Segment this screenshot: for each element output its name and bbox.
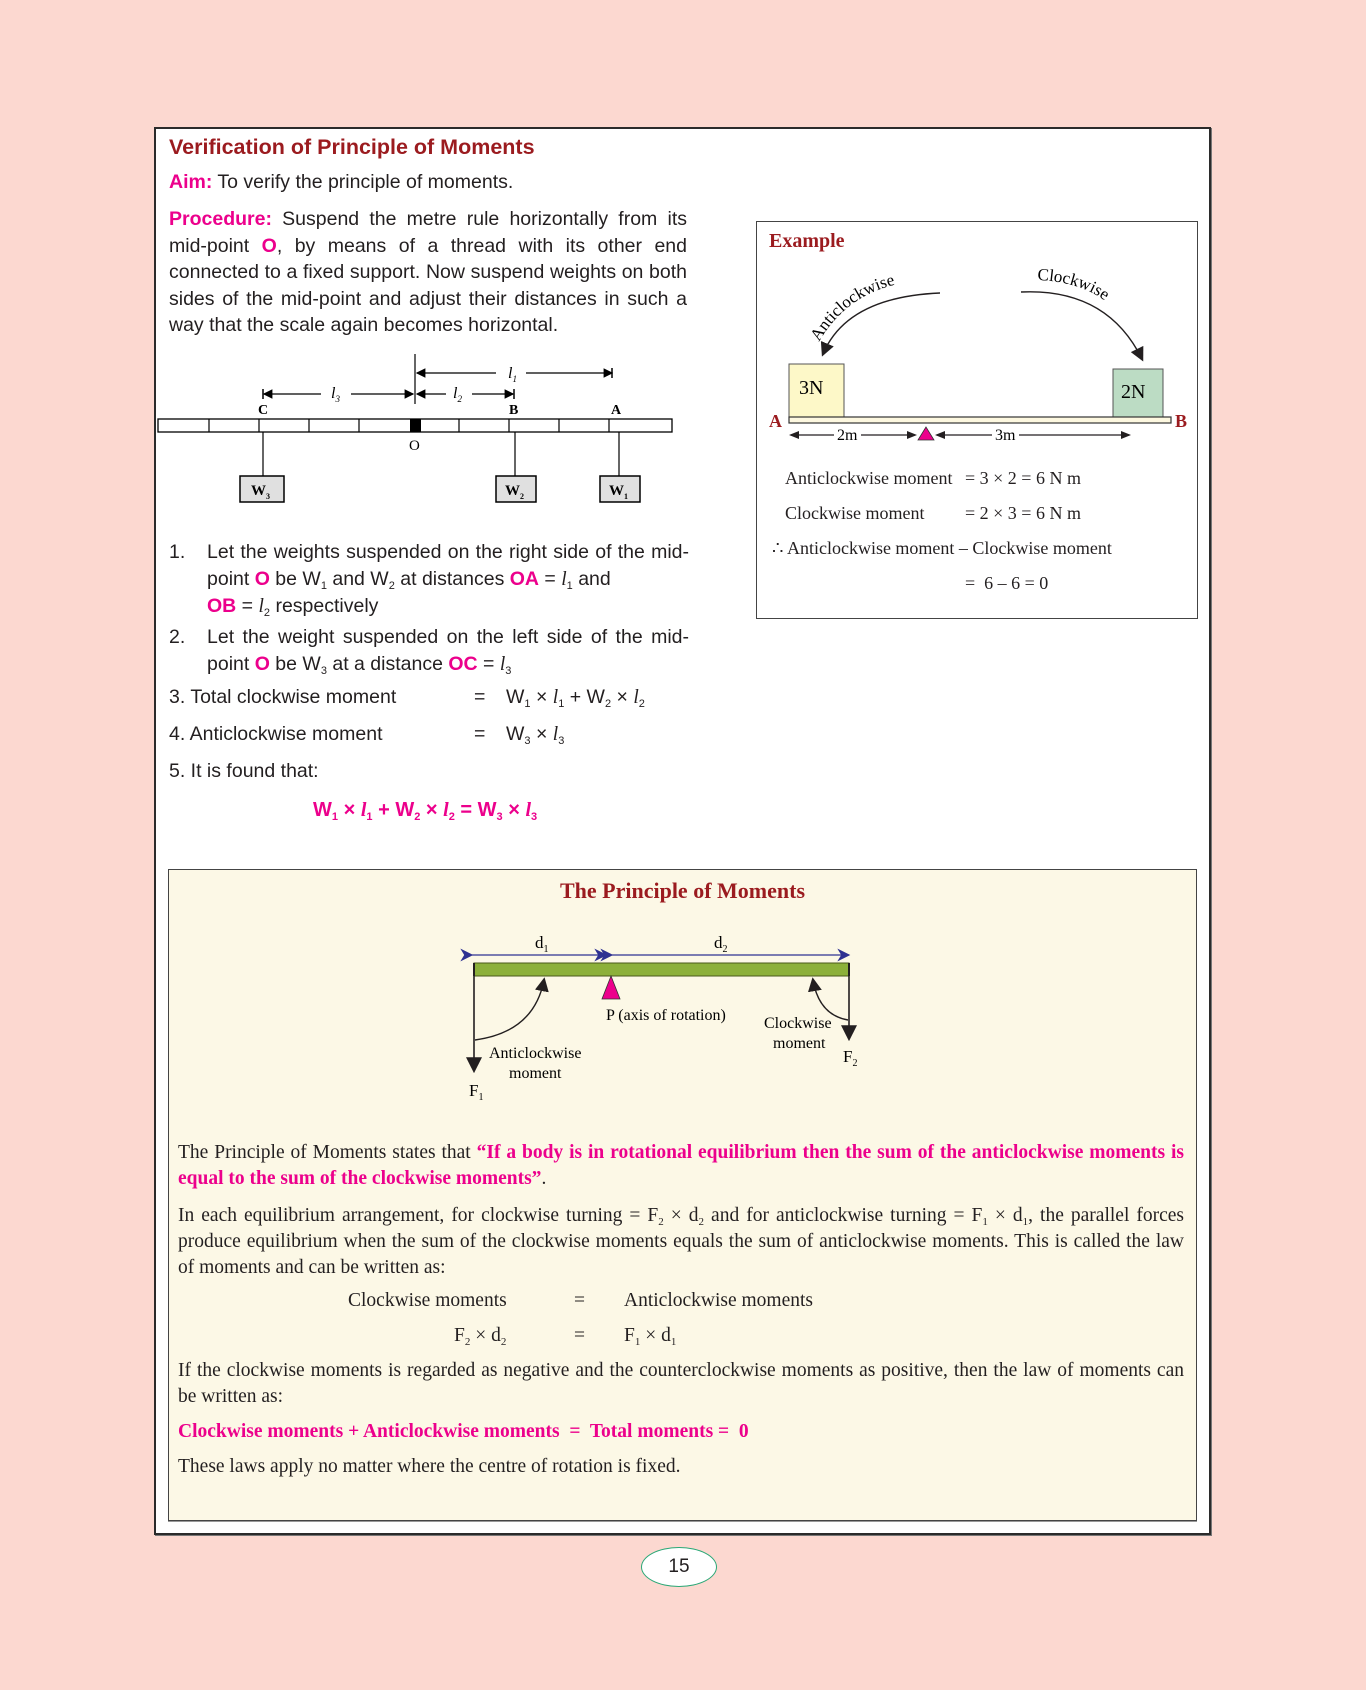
step-4-label: 4. Anticlockwise moment — [169, 723, 383, 745]
aim-text: To verify the principle of moments. — [217, 171, 514, 193]
clockwise-moment-label-2: moment — [773, 1035, 826, 1052]
step-5: 5. It is found that: — [169, 760, 319, 782]
step-4 — [169, 721, 383, 748]
weight-W1 — [600, 476, 640, 502]
midpoint-marker — [410, 419, 421, 432]
step-2-text: Let the weight suspended on the left side of the mid-point O be $W_3$ at a distance OC = $l_3$ — [207, 626, 689, 677]
point-A-label: A — [611, 403, 622, 418]
law-eq1-right: Anticlockwise moments — [624, 1290, 814, 1311]
aim-line — [169, 169, 513, 196]
page-frame — [154, 127, 1211, 1535]
example-box — [756, 221, 1198, 619]
weight-2N-label: 2N — [1121, 381, 1146, 403]
step-3-formula: $W_1 \times l_1 + W_2 \times l_2$ — [506, 686, 645, 710]
principle-beam — [474, 963, 849, 976]
point-B-label: B — [509, 403, 519, 418]
example-title: Example — [769, 230, 845, 252]
equilibrium-paragraph: In each equilibrium arrangement, for clockwise turning = $F_2 \times d_2$ and for anticlockwise turning = $F_1 \times d_1$, the parallel forces produce equilibrium when the sum of the clockwise moments equals the sum of anticlockwise moments. This is called the law of moments and can be written as: — [178, 1205, 1185, 1278]
procedure-label: Procedure: — [169, 208, 272, 230]
distance-2m: 2m — [837, 427, 858, 444]
clockwise-moment-arrow — [813, 980, 848, 1020]
anticlockwise-moment-label: Anticlockwise — [489, 1045, 582, 1062]
example-pivot — [918, 427, 934, 440]
example-anticlockwise-label: Anticlockwise moment — [785, 468, 953, 488]
law-eq2-left: $F_2 \times d_2$ — [454, 1325, 507, 1348]
principle-diagram — [469, 920, 889, 1110]
clockwise-moment-label: Clockwise — [764, 1015, 832, 1032]
procedure-text: Suspend the metre rule horizontally from its mid-point — [169, 208, 688, 257]
step-1-text: Let the weights suspended on the right side of the mid-point O be $W_1$ and $W_2$ at distances OA = $l_1$ and OB = $l_2$ respectively — [207, 541, 689, 619]
step-1-number: 1. — [169, 541, 186, 563]
procedure-text-cont: , by means of a thread with its other end connected to a fixed support. Now suspend weights on both sides of the mid-point and adjust their distances in such a way that the scale again becomes horizontal. — [169, 234, 687, 336]
l3-label: $l_3$ — [331, 385, 340, 404]
weight-W3 — [240, 476, 284, 502]
step-3-equals: = — [474, 686, 486, 708]
section-title: Verification of Principle of Moments — [169, 135, 535, 159]
step-2-number: 2. — [169, 626, 186, 648]
point-O-label: O — [409, 438, 420, 454]
example-difference: ∴ Anticlockwise moment – Clockwise moment — [772, 538, 1112, 558]
end-A-label: A — [769, 411, 782, 431]
step-4-formula: $W_3 \times l_3$ — [506, 723, 565, 747]
svg-text:W1: $W_1$ — [609, 483, 628, 501]
svg-text:W2: $W_2$ — [505, 483, 524, 501]
example-result: = 6 – 6 = 0 — [965, 573, 1049, 593]
weight-W2 — [496, 476, 536, 502]
law-eq1-left: Clockwise moments — [348, 1290, 507, 1311]
step-3 — [169, 684, 396, 711]
F2-label: $F_2$ — [843, 1047, 858, 1069]
principle-statement: The Principle of Moments states that “If a body is in rotational equilibrium then the sum of the anticlockwise moments is equal to the sum of the clockwise moments”. — [178, 1142, 1184, 1189]
law-eq2-right: $F_1 \times d_1$ — [624, 1325, 677, 1348]
step-3-label: 3. Total clockwise moment — [169, 686, 397, 708]
d1-label: $d_1$ — [535, 933, 549, 955]
d2-label: $d_2$ — [714, 933, 728, 955]
midpoint-O: O — [261, 234, 277, 257]
weight-3N-label: 3N — [799, 377, 824, 399]
total-moments-law: Clockwise moments + Anticlockwise moments = Total moments = 0 — [178, 1421, 749, 1442]
clockwise-label: Clockwise — [1037, 264, 1114, 304]
law-eq2-equals: = — [574, 1325, 585, 1346]
sign-convention-paragraph: If the clockwise moments is regarded as negative and the counterclockwise moments as positive, then the law of moments can be written as: — [178, 1360, 1184, 1407]
example-clockwise-label: Clockwise moment — [785, 503, 925, 523]
l2-label: $l_2$ — [453, 385, 462, 404]
result-equation: $W_1 \times l_1 + W_2 \times l_2 = W_3 \times l_3$ — [313, 799, 538, 823]
step-1 — [169, 539, 689, 621]
distance-3m: 3m — [995, 427, 1016, 444]
principle-box — [168, 869, 1197, 1521]
page-number: 15 — [641, 1547, 717, 1587]
example-clockwise-value: = 2 × 3 = 6 N m — [965, 503, 1081, 523]
aim-label: Aim: — [169, 171, 213, 193]
F1-label: $F_1$ — [469, 1081, 484, 1103]
closing-statement: These laws apply no matter where the centre of rotation is fixed. — [178, 1456, 681, 1477]
step-4-equals: = — [474, 723, 486, 745]
pivot-label: P (axis of rotation) — [606, 1007, 726, 1024]
law-eq1-equals: = — [574, 1290, 585, 1311]
anticlockwise-moment-arrow — [475, 980, 544, 1040]
end-B-label: B — [1175, 411, 1188, 431]
l1-label: $l_1$ — [508, 365, 517, 384]
point-C-label: C — [258, 403, 269, 418]
step-2 — [169, 624, 689, 678]
principle-title: The Principle of Moments — [559, 878, 806, 903]
clockwise-arrow — [1021, 292, 1142, 359]
anticlockwise-moment-label-2: moment — [509, 1065, 562, 1082]
anticlockwise-label: Anticlockwise — [806, 270, 897, 344]
procedure-paragraph — [169, 206, 687, 339]
principle-pivot — [602, 976, 620, 999]
example-anticlockwise-value: = 3 × 2 = 6 N m — [965, 468, 1081, 488]
example-diagram — [757, 262, 1197, 447]
metre-rule-diagram — [156, 354, 696, 501]
example-beam — [789, 417, 1171, 423]
svg-text:W3: $W_3$ — [251, 483, 270, 501]
